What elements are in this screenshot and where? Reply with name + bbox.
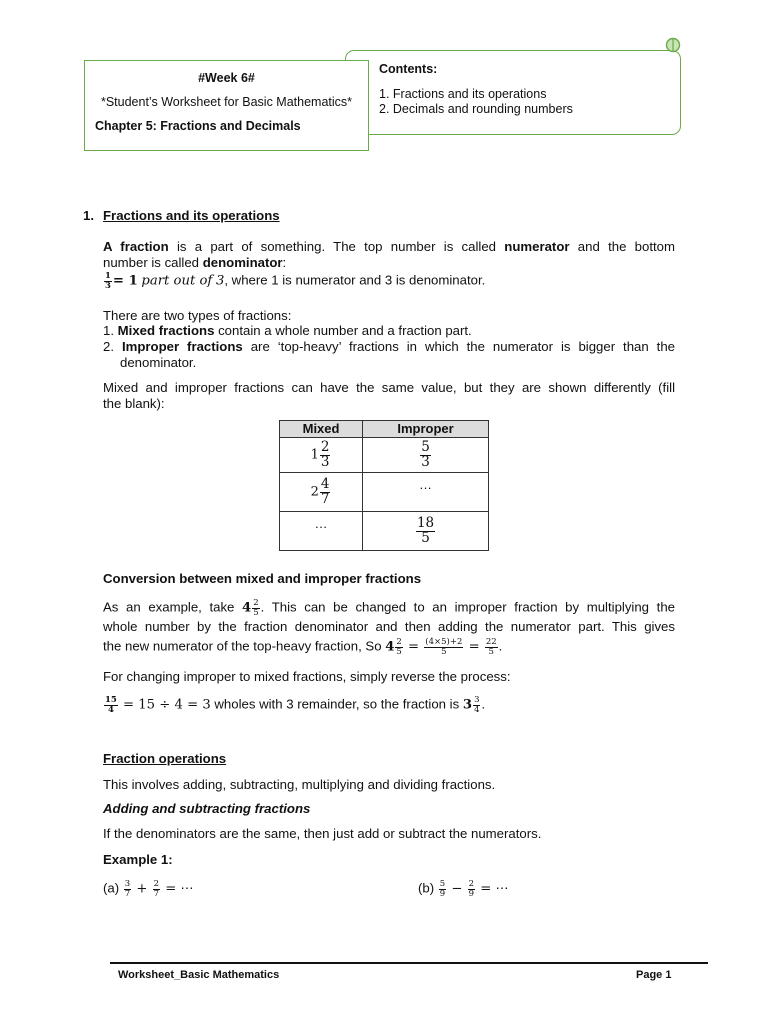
- same-value-line-1: Mixed and improper fractions can have the same value, but they are shown differently (fill: [103, 380, 675, 395]
- footer-left: Worksheet_Basic Mathematics: [118, 969, 280, 981]
- type-1: [103, 323, 472, 339]
- cell-mixed-blank: …: [280, 512, 363, 551]
- math-equals-one: = 1: [112, 273, 138, 289]
- operations-title: Fraction operations: [103, 751, 227, 766]
- math-whole: 3: [462, 697, 473, 713]
- list-number: 1.: [103, 323, 114, 338]
- math-equals: =: [403, 639, 424, 655]
- intro-text: is a part of something. The top number is called: [168, 239, 505, 254]
- fraction: $\frac{4}{7}$: [320, 476, 330, 507]
- conversion-example: [103, 696, 485, 714]
- example-tail: , where 1 is numerator and 3 is denominator.: [224, 272, 486, 288]
- fraction: $\frac{3}{7}$: [124, 879, 131, 899]
- cell-improper-blank: …: [363, 473, 489, 512]
- table-header-row: [280, 421, 489, 438]
- conversion-line-2: whole number by the fraction denominator and then adding the numerator part. This gives: [103, 619, 675, 634]
- worksheet-title: *Student’s Worksheet for Basic Mathematics*: [100, 95, 353, 109]
- text: . This can be changed to an improper fraction by multiplying the: [260, 599, 675, 615]
- math-equals: =: [464, 639, 484, 655]
- type-2: [103, 339, 675, 355]
- fraction: $\frac{2}{7}$: [153, 879, 160, 899]
- table-row: [280, 512, 489, 551]
- footer-divider: [110, 962, 708, 964]
- term-fraction: A fraction: [103, 239, 169, 254]
- contents-title: Contents:: [379, 62, 438, 76]
- example-a: [103, 880, 194, 898]
- types-intro: There are two types of fractions:: [103, 308, 292, 323]
- math-tail: = ⋯: [161, 881, 194, 897]
- scroll-curl-icon: [664, 36, 682, 54]
- math-whole: 4: [242, 600, 252, 616]
- operations-intro: This involves adding, subtracting, multiplying and dividing fractions.: [103, 777, 496, 792]
- text: the new numerator of the top-heavy fraction, So: [103, 638, 386, 654]
- intro-text-2: and the bottom: [569, 239, 675, 254]
- week-label: #Week 6#: [198, 71, 255, 85]
- contents-box: [345, 50, 681, 135]
- fraction: $\frac{2}{3}$: [320, 439, 330, 470]
- fraction: $\frac{2}{9}$: [468, 879, 475, 899]
- math-division: = 15 ÷ 4 = 3: [118, 697, 211, 713]
- math-whole: 4: [385, 639, 395, 655]
- intro-example: [103, 272, 485, 290]
- fraction: $\frac{18}{5}$: [416, 515, 435, 546]
- header-improper: Improper: [363, 421, 489, 438]
- fraction: $\frac{3}{4}$: [474, 695, 480, 715]
- type2-text: are ‘top-heavy’ fractions in which the numerator is bigger than the: [242, 339, 675, 354]
- colon: :: [282, 255, 287, 270]
- intro-line-2: [103, 255, 286, 271]
- chapter-title: Chapter 5: Fractions and Decimals: [95, 119, 301, 133]
- title-box: [84, 60, 369, 151]
- label: (a): [103, 880, 123, 896]
- conversion-reverse: For changing improper to mixed fractions, simply reverse the process:: [103, 669, 511, 684]
- text: As an example, take: [103, 599, 243, 615]
- math-op: −: [447, 881, 467, 897]
- table-row: [280, 473, 489, 512]
- conversion-line-1: [103, 599, 675, 617]
- contents-item-1: 1. Fractions and its operations: [379, 87, 547, 101]
- type-2-cont: denominator.: [120, 355, 197, 370]
- example-label: Example 1:: [103, 852, 173, 867]
- conversion-line-3: [103, 638, 502, 656]
- fraction-one-third: $\frac{1}{3}$: [105, 271, 111, 291]
- header-mixed: Mixed: [280, 421, 363, 438]
- fraction: $\frac{(4\times 5)+2}{5}$: [425, 637, 463, 657]
- cell-improper: [363, 512, 489, 551]
- cell-mixed: 2 $\frac{4}{7}$: [280, 473, 363, 512]
- section-title: Fractions and its operations: [103, 208, 280, 223]
- example-b: [418, 880, 509, 898]
- term-improper: Improper fractions: [121, 339, 243, 354]
- intro-line-1: [103, 239, 675, 255]
- fraction: $\frac{5}{3}$: [421, 439, 430, 470]
- term-denominator: denominator: [202, 255, 283, 270]
- math-three: 3: [215, 273, 225, 289]
- cell-improper: [363, 438, 489, 473]
- term-mixed: Mixed fractions: [117, 323, 215, 338]
- contents-item-2: 2. Decimals and rounding numbers: [379, 102, 573, 116]
- section-number: 1.: [83, 208, 94, 223]
- math-part-out-of: part out of: [141, 273, 213, 289]
- period: .: [481, 696, 486, 712]
- period: .: [498, 638, 503, 654]
- intro-text-3: number is called: [103, 255, 203, 270]
- cell-mixed: 1 $\frac{2}{3}$: [280, 438, 363, 473]
- mixed-improper-table: [279, 420, 489, 551]
- table-row: [280, 438, 489, 473]
- fraction: $\frac{2}{5}$: [253, 598, 259, 618]
- fraction: $\frac{22}{5}$: [485, 637, 497, 657]
- fraction: $\frac{5}{9}$: [439, 879, 446, 899]
- math-tail: = ⋯: [476, 881, 509, 897]
- operations-rule: If the denominators are the same, then just add or subtract the numerators.: [103, 826, 542, 841]
- label: (b): [418, 880, 438, 896]
- conversion-title: Conversion between mixed and improper fractions: [103, 571, 422, 586]
- adding-subtracting-title: Adding and subtracting fractions: [103, 801, 311, 816]
- text: wholes with 3 remainder, so the fraction is: [210, 696, 463, 712]
- footer-page: Page 1: [636, 969, 672, 981]
- same-value-line-2: the blank):: [103, 396, 165, 411]
- list-number: 2.: [103, 339, 114, 354]
- math-op: +: [132, 881, 152, 897]
- term-numerator: numerator: [504, 239, 570, 254]
- type1-text: contain a whole number and a fraction part.: [214, 323, 472, 338]
- fraction: $\frac{15}{4}$: [105, 695, 117, 715]
- fraction: $\frac{2}{5}$: [396, 637, 402, 657]
